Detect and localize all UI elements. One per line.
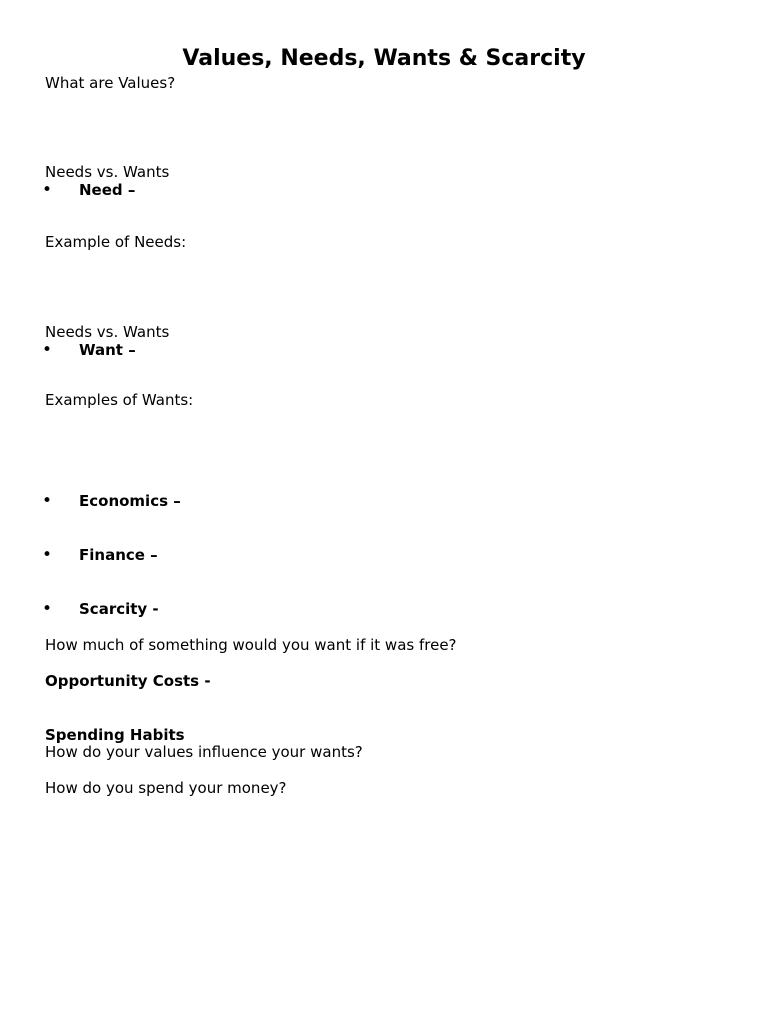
spending-habits-heading: Spending Habits [45, 726, 185, 744]
example-of-needs-prompt: Example of Needs: [45, 233, 187, 251]
economics-term: Economics – [79, 492, 181, 510]
want-term: Want – [79, 341, 136, 359]
page-title: Values, Needs, Wants & Scarcity [182, 46, 586, 71]
finance-term: Finance – [79, 546, 158, 564]
needs-vs-wants-heading-2: Needs vs. Wants [45, 323, 170, 341]
what-are-values-prompt: What are Values? [45, 74, 176, 92]
bullet-icon: • [42, 180, 53, 200]
opportunity-costs-term: Opportunity Costs - [45, 672, 211, 690]
spend-money-question: How do you spend your money? [45, 779, 287, 797]
needs-vs-wants-heading-1: Needs vs. Wants [45, 163, 170, 181]
scarcity-term: Scarcity - [79, 600, 159, 618]
bullet-icon: • [42, 340, 53, 360]
values-influence-question: How do your values influence your wants? [45, 743, 363, 761]
bullet-icon: • [42, 599, 53, 619]
examples-of-wants-prompt: Examples of Wants: [45, 391, 194, 409]
bullet-icon: • [42, 545, 53, 565]
bullet-icon: • [42, 491, 53, 511]
free-question: How much of something would you want if it was free? [45, 636, 457, 654]
need-term: Need – [79, 181, 136, 199]
